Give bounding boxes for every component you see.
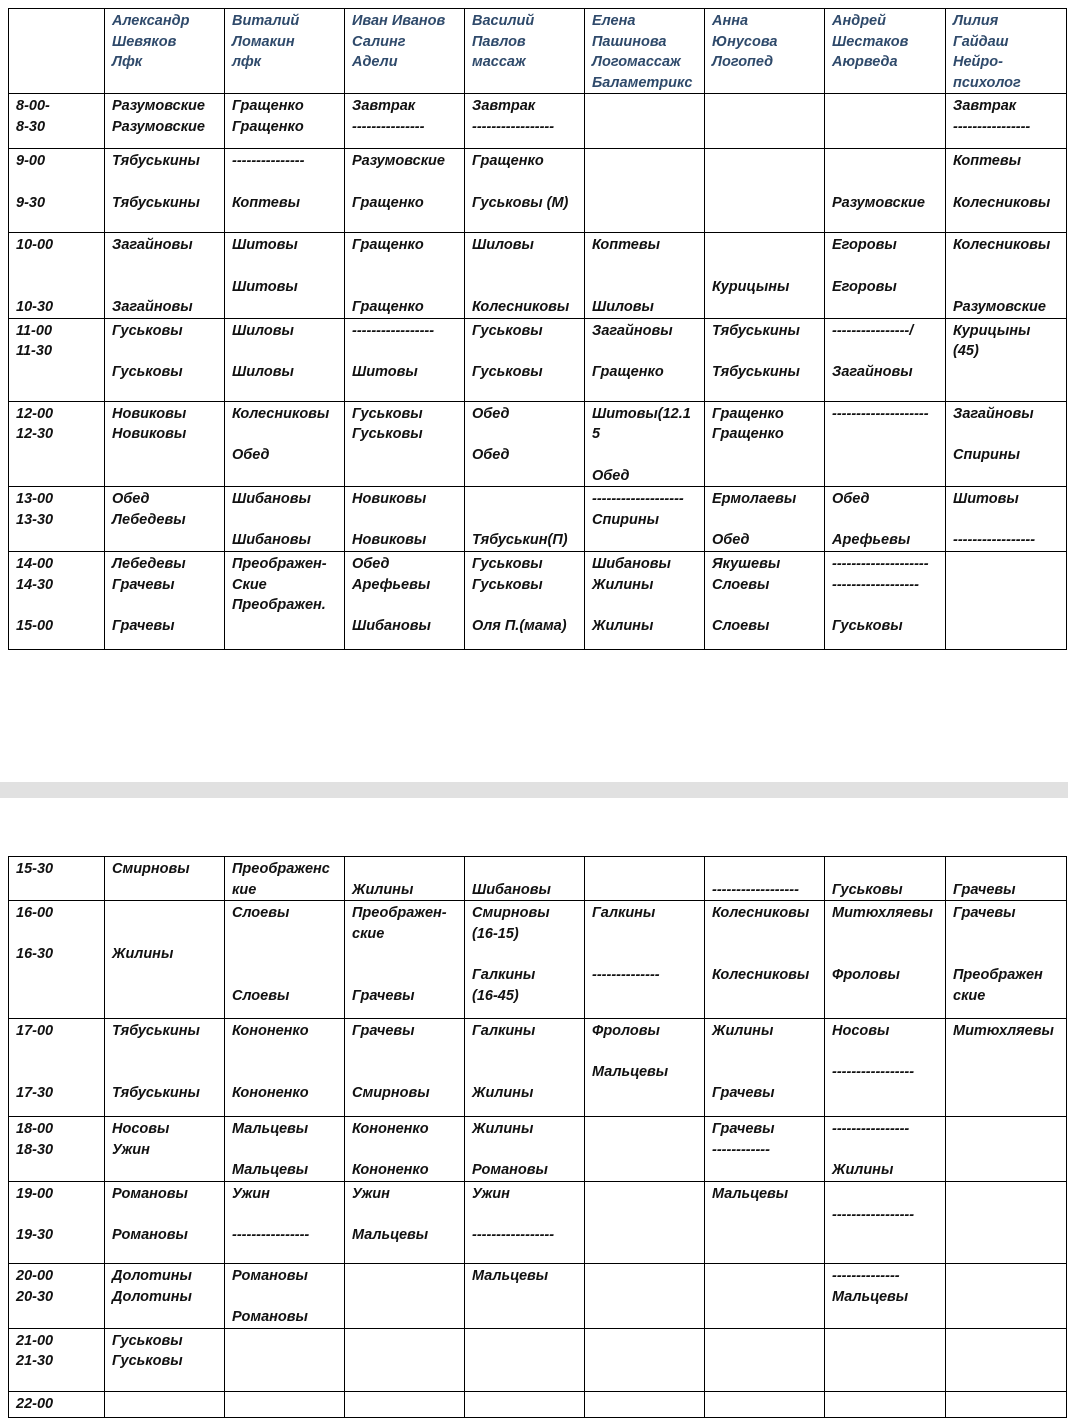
schedule-cell: Ужин ----------------	[225, 1181, 345, 1263]
schedule-cell: Кононенко Кононенко	[345, 1117, 465, 1182]
schedule-cell: --------------- Коптевы	[225, 149, 345, 233]
time-cell: 10-00 10-30	[9, 233, 105, 318]
schedule-cell: Шибановы Жилины Жилины	[585, 551, 705, 649]
schedule-cell: Шитовы(12.1 5 Обед	[585, 401, 705, 486]
schedule-cell: Фроловы Мальцевы	[585, 1019, 705, 1117]
table-row	[9, 94, 1067, 149]
schedule-cell: Грачевы Преображен ские	[946, 901, 1067, 1019]
schedule-cell: Разумовские Разумовские	[105, 94, 225, 149]
schedule-cell: Гращенко Гращенко	[345, 233, 465, 318]
schedule-cell: Шиловы Шиловы	[225, 318, 345, 401]
schedule-cell: Мальцевы	[705, 1181, 825, 1263]
table-row	[9, 318, 1067, 401]
schedule-cell: Шиловы Колесниковы	[465, 233, 585, 318]
header-specialist-5: Елена Пашинова Логомассаж Баламетрикс	[585, 9, 705, 94]
schedule-cell: Гуськовы Гуськовы	[465, 318, 585, 401]
schedule-cell	[105, 1391, 225, 1417]
schedule-cell: Ужин -----------------	[465, 1181, 585, 1263]
schedule-cell: Новиковы Новиковы	[105, 401, 225, 486]
schedule-cell: Мальцевы	[465, 1263, 585, 1328]
table-row	[9, 401, 1067, 486]
schedule-cell: Разумовские	[825, 149, 946, 233]
schedule-cell: Тябуськин(П)	[465, 487, 585, 552]
schedule-cell: Гращенко Гращенко	[225, 94, 345, 149]
schedule-cell: Долотины Долотины	[105, 1263, 225, 1328]
schedule-cell: Якушевы Слоевы Слоевы	[705, 551, 825, 649]
schedule-cell: Егоровы Егоровы	[825, 233, 946, 318]
schedule-cell	[946, 1391, 1067, 1417]
table-row	[9, 551, 1067, 649]
schedule-cell	[946, 1181, 1067, 1263]
time-cell: 17-00 17-30	[9, 1019, 105, 1117]
schedule-cell	[825, 1328, 946, 1391]
header-specialist-3: Иван Иванов Салинг Адели	[345, 9, 465, 94]
schedule-cell: Завтрак -----------------	[465, 94, 585, 149]
time-cell: 22-00	[9, 1391, 105, 1417]
schedule-cell: Коптевы Колесниковы	[946, 149, 1067, 233]
schedule-cell	[705, 1391, 825, 1417]
schedule-cell: Лебедевы Грачевы Грачевы	[105, 551, 225, 649]
schedule-cell: Смирновы	[105, 857, 225, 901]
schedule-cell	[465, 1328, 585, 1391]
schedule-cell: Обед Арефьевы Шибановы	[345, 551, 465, 649]
table-row	[9, 233, 1067, 318]
time-cell: 14-00 14-30 15-00	[9, 551, 105, 649]
schedule-cell: Колесниковы Колесниковы	[705, 901, 825, 1019]
schedule-cell	[705, 149, 825, 233]
schedule-table-page-2	[8, 856, 1067, 1418]
schedule-cell: Загайновы Спирины	[946, 401, 1067, 486]
schedule-cell: Галкины Жилины	[465, 1019, 585, 1117]
schedule-cell: Романовы Романовы	[225, 1263, 345, 1328]
schedule-cell	[585, 1391, 705, 1417]
schedule-cell: Курицыны	[705, 233, 825, 318]
schedule-cell: Колесниковы Обед	[225, 401, 345, 486]
schedule-cell: Гращенко Гращенко	[705, 401, 825, 486]
schedule-cell: Шитовы Шитовы	[225, 233, 345, 318]
schedule-cell	[585, 1117, 705, 1182]
schedule-cell: Загайновы Загайновы	[105, 233, 225, 318]
schedule-cell: Тябуськины Тябуськины	[705, 318, 825, 401]
schedule-table-page-1	[8, 8, 1067, 650]
schedule-cell	[225, 1391, 345, 1417]
header-specialist-7: Андрей Шестаков Аюрведа	[825, 9, 946, 94]
time-cell: 8-00- 8-30	[9, 94, 105, 149]
page-2	[0, 798, 1068, 1419]
schedule-cell: Носовы Ужин	[105, 1117, 225, 1182]
time-cell: 21-00 21-30	[9, 1328, 105, 1391]
schedule-cell: Завтрак ----------------	[946, 94, 1067, 149]
table-row	[9, 1391, 1067, 1417]
schedule-cell	[345, 1263, 465, 1328]
schedule-cell	[705, 94, 825, 149]
time-cell: 12-00 12-30	[9, 401, 105, 486]
table-row	[9, 1181, 1067, 1263]
schedule-cell	[825, 94, 946, 149]
schedule-cell: Преображен- Ские Преображен.	[225, 551, 345, 649]
schedule-cell: Гуськовы Гуськовы	[105, 1328, 225, 1391]
schedule-cell: Шитовы -----------------	[946, 487, 1067, 552]
schedule-cell: ---------------- Жилины	[825, 1117, 946, 1182]
schedule-cell: Обед Лебедевы	[105, 487, 225, 552]
table-row	[9, 901, 1067, 1019]
header-cell-corner	[9, 9, 105, 94]
schedule-cell: Галкины --------------	[585, 901, 705, 1019]
schedule-cell: Загайновы Гращенко	[585, 318, 705, 401]
schedule-cell: Митюхляевы	[946, 1019, 1067, 1117]
schedule-cell	[585, 1263, 705, 1328]
time-cell: 11-00 11-30	[9, 318, 105, 401]
time-cell: 19-00 19-30	[9, 1181, 105, 1263]
schedule-cell: Коптевы Шиловы	[585, 233, 705, 318]
schedule-cell: Носовы -----------------	[825, 1019, 946, 1117]
schedule-cell: Новиковы Новиковы	[345, 487, 465, 552]
schedule-cell	[585, 1328, 705, 1391]
time-cell: 13-00 13-30	[9, 487, 105, 552]
schedule-cell: Гуськовы Гуськовы	[345, 401, 465, 486]
schedule-cell: Смирновы (16-15) Галкины (16-45)	[465, 901, 585, 1019]
table-row	[9, 1117, 1067, 1182]
schedule-cell	[946, 1263, 1067, 1328]
schedule-cell: Жилины Грачевы	[705, 1019, 825, 1117]
header-row	[9, 9, 1067, 94]
schedule-cell: Шибановы	[465, 857, 585, 901]
time-cell: 20-00 20-30	[9, 1263, 105, 1328]
schedule-cell: ----------------- Шитовы	[345, 318, 465, 401]
schedule-cell: Разумовские Гращенко	[345, 149, 465, 233]
schedule-cell: Грачевы Смирновы	[345, 1019, 465, 1117]
schedule-cell: -------------------- ------------------ Гуськовы	[825, 551, 946, 649]
schedule-cell	[585, 149, 705, 233]
page-separator	[0, 782, 1068, 798]
header-specialist-4: Василий Павлов массаж	[465, 9, 585, 94]
header-specialist-1: Александр Шевяков Лфк	[105, 9, 225, 94]
schedule-cell: -----------------	[825, 1181, 946, 1263]
schedule-cell	[946, 1117, 1067, 1182]
time-cell: 9-00 9-30	[9, 149, 105, 233]
header-specialist-6: Анна Юнусова Логопед	[705, 9, 825, 94]
schedule-cell	[465, 1391, 585, 1417]
schedule-cell	[585, 857, 705, 901]
schedule-cell: Завтрак ---------------	[345, 94, 465, 149]
table-row	[9, 487, 1067, 552]
schedule-cell: Жилины Романовы	[465, 1117, 585, 1182]
schedule-cell: Ермолаевы Обед	[705, 487, 825, 552]
schedule-cell: Обед Обед	[465, 401, 585, 486]
table-row	[9, 857, 1067, 901]
schedule-cell	[345, 1328, 465, 1391]
schedule-cell: Романовы Романовы	[105, 1181, 225, 1263]
schedule-cell: -------------- Мальцевы	[825, 1263, 946, 1328]
table-row	[9, 1019, 1067, 1117]
schedule-cell	[345, 1391, 465, 1417]
table-row	[9, 149, 1067, 233]
schedule-cell: Обед Арефьевы	[825, 487, 946, 552]
schedule-cell: ----------------/ Загайновы	[825, 318, 946, 401]
schedule-cell	[585, 1181, 705, 1263]
schedule-cell: Гращенко Гуськовы (М)	[465, 149, 585, 233]
time-cell: 15-30	[9, 857, 105, 901]
schedule-cell: --------------------	[825, 401, 946, 486]
schedule-cell: Гуськовы Гуськовы Оля П.(мама)	[465, 551, 585, 649]
schedule-cell	[946, 551, 1067, 649]
schedule-cell: Ужин Мальцевы	[345, 1181, 465, 1263]
schedule-cell: Преображенс кие	[225, 857, 345, 901]
schedule-cell: Грачевы	[946, 857, 1067, 901]
schedule-cell: Мальцевы Мальцевы	[225, 1117, 345, 1182]
table-row	[9, 1328, 1067, 1391]
schedule-cell	[825, 1391, 946, 1417]
schedule-cell: Колесниковы Разумовские	[946, 233, 1067, 318]
schedule-cell: Кононенко Кононенко	[225, 1019, 345, 1117]
schedule-cell: Тябуськины Тябуськины	[105, 149, 225, 233]
time-cell: 16-00 16-30	[9, 901, 105, 1019]
schedule-cell: Грачевы ------------	[705, 1117, 825, 1182]
schedule-cell: ------------------- Спирины	[585, 487, 705, 552]
schedule-cell: Митюхляевы Фроловы	[825, 901, 946, 1019]
time-cell: 18-00 18-30	[9, 1117, 105, 1182]
schedule-cell	[705, 1328, 825, 1391]
schedule-cell: ------------------	[705, 857, 825, 901]
schedule-cell: Преображен- ские Грачевы	[345, 901, 465, 1019]
schedule-cell	[225, 1328, 345, 1391]
schedule-cell: Шибановы Шибановы	[225, 487, 345, 552]
schedule-cell: Жилины	[345, 857, 465, 901]
schedule-cell	[946, 1328, 1067, 1391]
header-specialist-2: Виталий Ломакин лфк	[225, 9, 345, 94]
schedule-cell: Курицыны (45)	[946, 318, 1067, 401]
schedule-cell: Тябуськины Тябуськины	[105, 1019, 225, 1117]
schedule-cell: Жилины	[105, 901, 225, 1019]
schedule-cell	[705, 1263, 825, 1328]
schedule-cell: Гуськовы	[825, 857, 946, 901]
table-row	[9, 1263, 1067, 1328]
schedule-cell	[585, 94, 705, 149]
header-specialist-8: Лилия Гайдаш Нейро- психолог	[946, 9, 1067, 94]
schedule-cell: Слоевы Слоевы	[225, 901, 345, 1019]
schedule-cell: Гуськовы Гуськовы	[105, 318, 225, 401]
